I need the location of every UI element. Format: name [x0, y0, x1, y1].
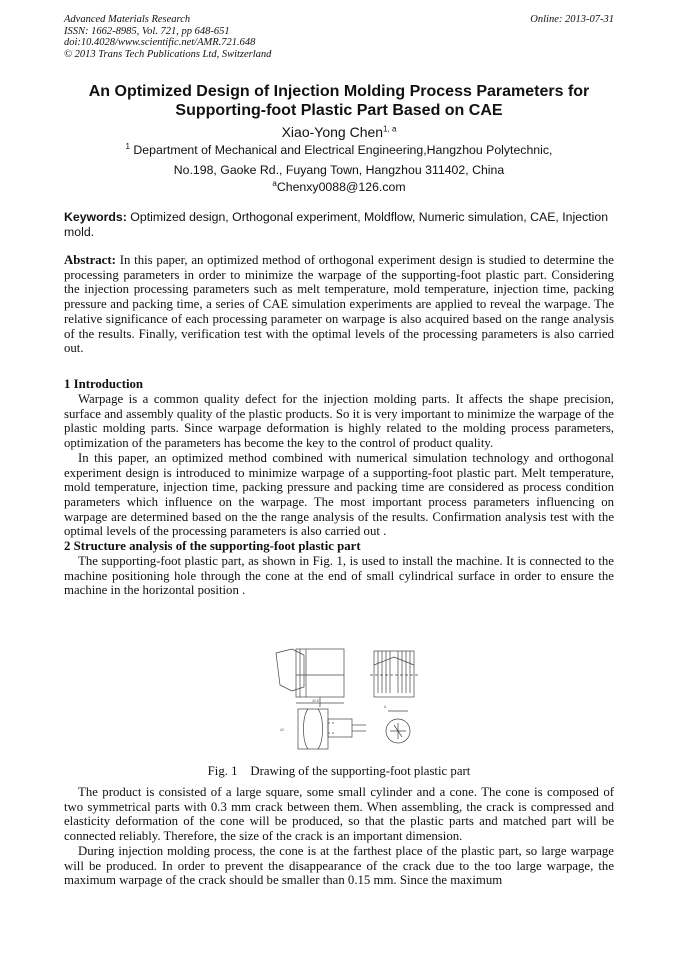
keywords	[64, 210, 614, 240]
email-address: Chenxy0088@126.com	[276, 180, 406, 194]
keywords-label: Keywords:	[64, 210, 127, 224]
drawing-side-view	[296, 649, 344, 697]
online-date: Online: 2013-07-31	[530, 14, 614, 25]
author-line	[64, 124, 614, 140]
paper-title	[64, 82, 614, 120]
drawing-dimension-3: A	[384, 705, 387, 709]
technical-drawing-figure	[270, 645, 418, 757]
title-line-1: An Optimized Design of Injection Molding Process Parameters for	[88, 83, 590, 100]
after-figure-paragraph-2: During injection molding process, the cone is at the farthest place of the plastic part, so large warpage will be produced. In order to prevent the disappearance of the crack due to the too large warpage, the maximum warpage of the crack should be smaller than 0.15 mm. Since the maximum	[64, 843, 614, 888]
journal-header	[64, 14, 614, 60]
abstract	[64, 253, 614, 356]
affiliation-sup: 1	[125, 141, 130, 151]
drawing-front-view	[374, 651, 414, 697]
intro-paragraph-1: Warpage is a common quality defect for the injection molding parts. It affects the shape precision, surface and assembly quality of the plastic products. So it is very important to minimize the warpage of the plastic molding parts. Since warpage deformation is highly related to the molding process parameters, optimization of the parameters has become the key to the control of product quality.	[64, 392, 614, 451]
keywords-text: Optimized design, Orthogonal experiment, Moldflow, Numeric simulation, CAE, Injection mold.	[64, 210, 609, 239]
section-heading-introduction: 1 Introduction	[64, 377, 144, 391]
drawing-section-view	[298, 709, 328, 749]
drawing-dimension-1: 40.5	[312, 699, 319, 703]
title-line-2: Supporting-foot Plastic Part Based on CAE	[175, 102, 503, 119]
email-line	[64, 180, 614, 194]
abstract-text: In this paper, an optimized method of orthogonal experiment design is studied to determine the processing parameters in order to minimize the warpage of the supporting-foot plastic part. Considering the injection processing parameters such as melt temperature, mold temperature, injection time, packing pressure and packing time, a series of CAE simulation experiments are applied to reveal the warpage. The relative significance of each processing parameter on warpage is also acquired based on the range analysis of the results. Finally, verification test with the optimal levels of the processing parameters is also carried out.	[64, 253, 614, 356]
after-figure-body	[64, 785, 614, 888]
affiliation-line-2: No.198, Gaoke Rd., Fuyang Town, Hangzhou 311402, China	[173, 163, 505, 177]
email-sup: a	[272, 178, 277, 188]
intro-paragraph-2: In this paper, an optimized method combined with numerical simulation technology and orthogonal experiment design is introduced to minimize warpage of a supporting-foot plastic part. Melt temperature, mold temperature, injection time, packing pressure and packing time are considered as process condition parameters which influence on the warpage. The most important process parameters influencing on warpage are determined based on the the range analysis of the results. Confirmation analysis test with the optimal levels of the processing parameters is also carried out .	[64, 450, 614, 539]
main-body	[64, 377, 614, 598]
copyright-line: © 2013 Trans Tech Publications Ltd, Switzerland	[64, 48, 272, 60]
author-sup: 1, a	[383, 124, 397, 134]
affiliation-line-1	[64, 143, 614, 157]
affiliation-text-1: Department of Mechanical and Electrical Engineering,Hangzhou Polytechnic,	[133, 143, 553, 157]
section-heading-structure: 2 Structure analysis of the supporting-foot plastic part	[64, 539, 361, 554]
journal-name: Advanced Materials Research	[64, 14, 191, 25]
doi-line: doi:10.4028/www.scientific.net/AMR.721.648	[64, 37, 256, 48]
after-figure-paragraph-1: The product is consisted of a large square, some small cylinder and a cone. The cone is composed of two symmetrical parts with 0.3 mm crack between them. When assembling, the crack is compressed and elasticity deformation of the cone will be produced, so that the plastic parts and matched part will be connected reliably. Therefore, the size of the crack is an important dimension.	[64, 785, 614, 844]
author-name: Xiao-Yong Chen	[281, 124, 384, 140]
drawing-dimension-2: 42	[280, 728, 284, 732]
figure-caption: Fig. 1 Drawing of the supporting-foot plastic part	[207, 764, 471, 778]
abstract-label: Abstract:	[64, 253, 116, 267]
structure-paragraph-1: The supporting-foot plastic part, as shown in Fig. 1, is used to install the machine. It is connected to the machine positioning hole through the cone at the end of small cylindrical surface in order to ensure the machine in the horizontal position .	[64, 554, 614, 598]
issn-line: ISSN: 1662-8985, Vol. 721, pp 648-651	[64, 25, 230, 37]
